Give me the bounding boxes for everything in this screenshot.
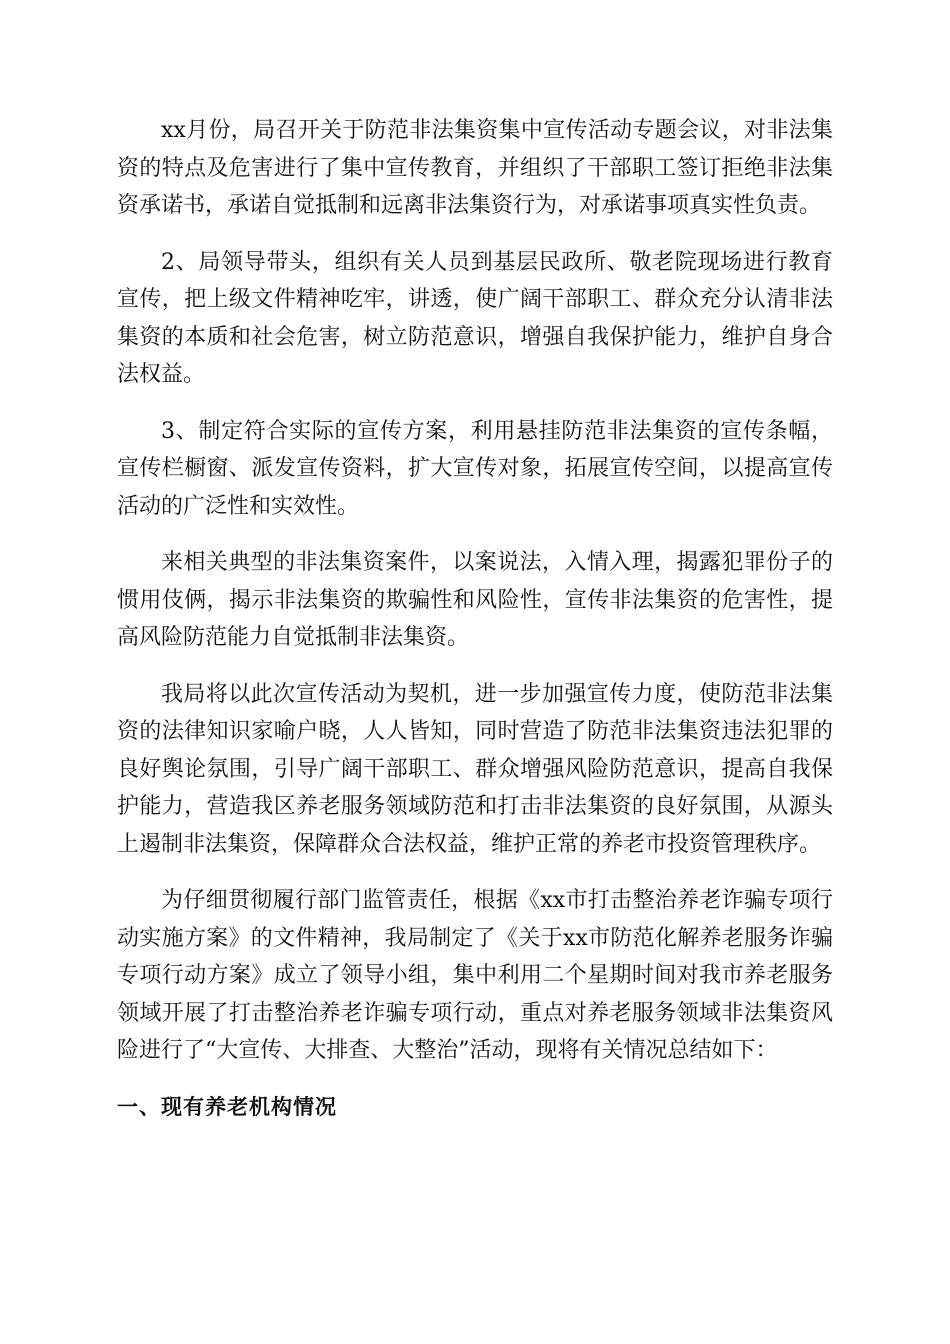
paragraph-summary-intro: 为仔细贯彻履行部门监管责任，根据《xx市打击整治养老诈骗专项行动实施方案》的文件精神，我局制定了《关于xx市防范化解养老服务诈骗专项行动方案》成立了领导小组，集中利用二个星期时间对我市养老服务领域开展了打击整治养老诈骗专项行动，重点对养老服务领域非法集资风险进行了“大宣传、大排查、大整治”活动，现将有关情况总结如下： bbox=[117, 888, 833, 1063]
paragraph-meeting: xx月份，局召开关于防范非法集资集中宣传活动专题会议，对非法集资的特点及危害进行了集中宣传教育，并组织了干部职工签订拒绝非法集资承诺书，承诺自觉抵制和远离非法集资行为，对承诺事项真实性负责。 bbox=[117, 118, 833, 218]
paragraph-cases: 来相关典型的非法集资案件，以案说法，入情入理，揭露犯罪份子的惯用伎俩，揭示非法集资的欺骗性和风险性，宣传非法集资的危害性，提高风险防范能力自觉抵制非法集资。 bbox=[117, 550, 833, 650]
paragraph-item-3: 3、制定符合实际的宣传方案，利用悬挂防范非法集资的宣传条幅，宣传栏橱窗、派发宣传资料，扩大宣传对象，拓展宣传空间，以提高宣传活动的广泛性和实效性。 bbox=[117, 418, 833, 519]
paragraph-item-2: 2、局领导带头，组织有关人员到基层民政所、敬老院现场进行教育宣传，把上级文件精神吃牢，讲透，使广阔干部职工、群众充分认清非法集资的本质和社会危害，树立防范意识，增强自我保护能力，维护自身合法权益。 bbox=[117, 249, 833, 387]
section-heading: 一、现有养老机构情况 bbox=[117, 1094, 337, 1119]
paragraph-outlook: 我局将以此次宣传活动为契机，进一步加强宣传力度，使防范非法集资的法律知识家喻户晓，人人皆知，同时营造了防范非法集资违法犯罪的良好舆论氛围，引导广阔干部职工、群众增强风险防范意识，提高自我保护能力，营造我区养老服务领域防范和打击非法集资的良好氛围，从源头上遏制非法集资，保障群众合法权益，维护正常的养老市投资管理秩序。 bbox=[117, 681, 833, 857]
document-body bbox=[117, 112, 833, 1126]
